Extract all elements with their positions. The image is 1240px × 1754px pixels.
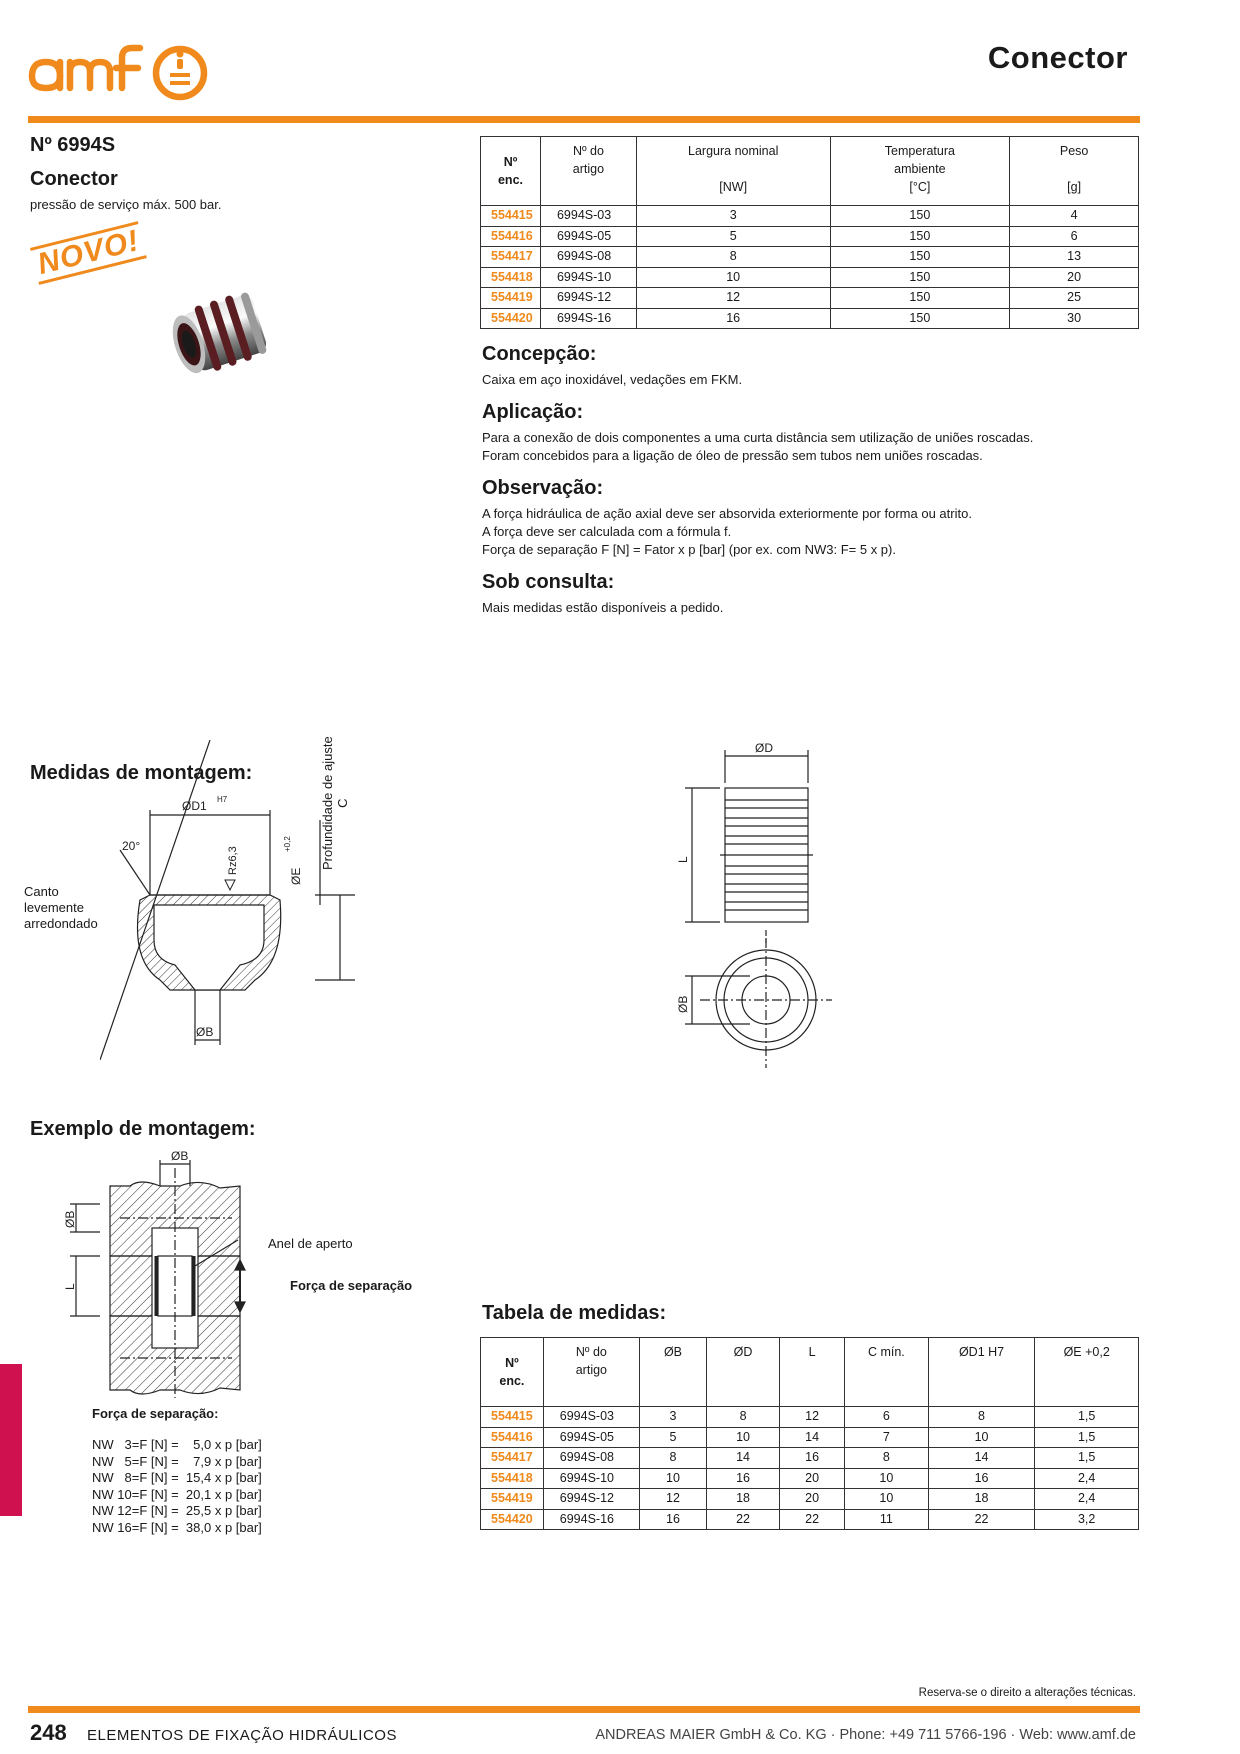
force-line: NW 3=F [N] = 5,0 x p [bar] (92, 1437, 262, 1452)
th2-c: C mín. (845, 1338, 929, 1407)
example-ring-label: Anel de aperto (268, 1236, 353, 1251)
article-cell: 6994S-08 (543, 1448, 639, 1469)
mounting-rz: Rz6,3 (227, 846, 239, 875)
value-cell: 22 (706, 1509, 779, 1530)
article-cell: 6994S-16 (543, 1509, 639, 1530)
aplicacao-line-2: Foram concebidos para a ligação de óleo de pressão sem tubos nem uniões roscadas. (482, 448, 983, 463)
order-number-cell: 554415 (481, 206, 541, 227)
concepcao-title: Concepção: (482, 343, 597, 365)
article-cell: 6994S-10 (543, 1468, 639, 1489)
article-cell: 6994S-05 (540, 226, 636, 247)
table-row (481, 226, 1139, 247)
force-line: NW 10=F [N] = 20,1 x p [bar] (92, 1486, 262, 1502)
value-cell: 13 (1010, 247, 1139, 268)
article-cell: 6994S-12 (543, 1489, 639, 1510)
observacao-line-2: A força deve ser calculada com a fórmula f. (482, 524, 732, 539)
article-cell: 6994S-03 (543, 1407, 639, 1428)
value-cell: 10 (845, 1489, 929, 1510)
th2-no: Nº (505, 1356, 519, 1370)
value-cell: 14 (706, 1448, 779, 1469)
th-no: Nº (503, 155, 518, 169)
footer-section: ELEMENTOS DE FIXAÇÃO HIDRÁULICOS (87, 1727, 397, 1744)
order-number-cell: 554417 (481, 1448, 544, 1469)
aplicacao-line-1: Para a conexão de dois componentes a uma curta distância sem utilização de uniões roscadas. (482, 430, 1034, 445)
example-b-side: ØB (63, 1210, 77, 1228)
value-cell: 10 (845, 1468, 929, 1489)
value-cell: 10 (636, 267, 830, 288)
order-number-cell: 554419 (481, 288, 541, 309)
mounting-depth-label: Profundidade de ajuste C (320, 736, 350, 870)
product-number: Nº 6994S (30, 134, 116, 156)
value-cell: 14 (780, 1427, 845, 1448)
consulta-title: Sob consulta: (482, 571, 615, 593)
part-drawing (670, 738, 860, 1088)
order-number-cell: 554415 (481, 1407, 544, 1428)
force-line: NW 12=F [N] = 25,5 x p [bar] (92, 1503, 262, 1518)
value-cell: 6 (1010, 226, 1139, 247)
article-cell: 6994S-12 (540, 288, 636, 309)
th2-d: ØD (706, 1338, 779, 1407)
part-d-label: ØD (755, 741, 773, 755)
th2-b: ØB (640, 1338, 707, 1407)
article-table (480, 136, 1139, 329)
example-l: L (63, 1283, 77, 1290)
table2-title: Tabela de medidas: (482, 1302, 667, 1324)
th-no-2: enc. (497, 173, 523, 187)
value-cell: 20 (780, 1489, 845, 1510)
table-row (481, 1448, 1139, 1469)
aplicacao-title: Aplicação: (482, 401, 584, 423)
th-peso-2: [g] (1067, 180, 1082, 194)
value-cell: 7 (845, 1427, 929, 1448)
table-row (481, 308, 1139, 329)
table-row (481, 1427, 1139, 1448)
table-row (481, 206, 1139, 227)
table-row (481, 1468, 1139, 1489)
value-cell: 3,2 (1035, 1509, 1139, 1530)
mounting-edge-label: Canto levemente arredondado (24, 884, 98, 931)
mounting-title: Medidas de montagem: (30, 762, 253, 784)
value-cell: 12 (640, 1489, 707, 1510)
value-cell: 10 (706, 1427, 779, 1448)
force-line: NW 5=F [N] = 7,9 x p [bar] (92, 1453, 262, 1469)
value-cell: 150 (830, 288, 1010, 309)
value-cell: 4 (1010, 206, 1139, 227)
value-cell: 20 (1010, 267, 1139, 288)
footer-company: ANDREAS MAIER GmbH & Co. KG · Phone: +49 711 5766-196 · Web: www.amf.de (595, 1727, 1136, 1743)
concepcao-text: Caixa em aço inoxidável, vedações em FKM. (482, 372, 743, 387)
value-cell: 8 (636, 247, 830, 268)
value-cell: 1,5 (1035, 1407, 1139, 1428)
value-cell: 5 (640, 1427, 707, 1448)
value-cell: 8 (706, 1407, 779, 1428)
order-number-cell: 554416 (481, 1427, 544, 1448)
th2-d1: ØD1 H7 (928, 1338, 1035, 1407)
order-number-cell: 554420 (481, 308, 541, 329)
th2-art-2: artigo (575, 1363, 608, 1377)
th2-l: L (780, 1338, 845, 1407)
table-row (481, 247, 1139, 268)
article-cell: 6994S-16 (540, 308, 636, 329)
table-row (481, 1407, 1139, 1428)
value-cell: 16 (636, 308, 830, 329)
order-number-cell: 554419 (481, 1489, 544, 1510)
header-rule (28, 116, 1140, 123)
value-cell: 16 (706, 1468, 779, 1489)
value-cell: 8 (640, 1448, 707, 1469)
value-cell: 10 (640, 1468, 707, 1489)
observacao-line-1: A força hidráulica de ação axial deve ser absorvida exteriormente por forma ou atrito. (482, 506, 972, 521)
footer-rule (28, 1706, 1140, 1713)
force-line: NW 8=F [N] = 15,4 x p [bar] (92, 1470, 262, 1485)
observacao-title: Observação: (482, 477, 604, 499)
value-cell: 14 (928, 1448, 1035, 1469)
th-temp-2: ambiente (894, 162, 946, 176)
th-art-2: artigo (572, 162, 605, 176)
value-cell: 12 (636, 288, 830, 309)
mounting-e-tol: +0,2 (283, 836, 292, 852)
order-number-cell: 554418 (481, 1468, 544, 1489)
article-cell: 6994S-03 (540, 206, 636, 227)
example-b-top: ØB (171, 1149, 189, 1163)
th-nw-1: Largura nominal (688, 144, 779, 158)
value-cell: 18 (928, 1489, 1035, 1510)
page-number: 248 (30, 1720, 67, 1745)
order-number-cell: 554417 (481, 247, 541, 268)
value-cell: 16 (928, 1468, 1035, 1489)
value-cell: 150 (830, 308, 1010, 329)
amf-logo (28, 40, 223, 102)
value-cell: 25 (1010, 288, 1139, 309)
mounting-angle: 20° (122, 839, 141, 853)
dimension-table (480, 1337, 1139, 1530)
force-line: NW 16=F [N] = 38,0 x p [bar] (92, 1519, 262, 1535)
table-row (481, 1509, 1139, 1530)
value-cell: 10 (928, 1427, 1035, 1448)
value-cell: 22 (780, 1509, 845, 1530)
th2-e: ØE +0,2 (1035, 1338, 1139, 1407)
value-cell: 3 (636, 206, 830, 227)
th2-no-2: enc. (499, 1374, 525, 1388)
value-cell: 12 (780, 1407, 845, 1428)
mounting-d1-label: ØD1 (182, 799, 207, 813)
value-cell: 22 (928, 1509, 1035, 1530)
table-row (481, 1489, 1139, 1510)
value-cell: 5 (636, 226, 830, 247)
mounting-b-label: ØB (196, 1025, 214, 1039)
example-title: Exemplo de montagem: (30, 1118, 256, 1140)
value-cell: 150 (830, 267, 1010, 288)
example-drawing (60, 1148, 280, 1398)
value-cell: 1,5 (1035, 1448, 1139, 1469)
th-temp-1: Temperatura (884, 144, 955, 158)
value-cell: 2,4 (1035, 1489, 1139, 1510)
value-cell: 3 (640, 1407, 707, 1428)
value-cell: 150 (830, 226, 1010, 247)
article-cell: 6994S-08 (540, 247, 636, 268)
th-peso-1: Peso (1059, 144, 1089, 158)
force-title: Força de separação: (92, 1406, 219, 1421)
product-name: Conector (30, 168, 118, 190)
order-number-cell: 554416 (481, 226, 541, 247)
part-b-label: ØB (676, 995, 690, 1013)
value-cell: 6 (845, 1407, 929, 1428)
order-number-cell: 554418 (481, 267, 541, 288)
th-art-1: Nº do (572, 144, 604, 158)
part-l-label: L (676, 856, 690, 863)
value-cell: 30 (1010, 308, 1139, 329)
product-photo (162, 290, 280, 382)
value-cell: 18 (706, 1489, 779, 1510)
page-title: Conector (987, 40, 1128, 75)
value-cell: 11 (845, 1509, 929, 1530)
table-row (481, 267, 1139, 288)
example-force-label: Força de separação (290, 1278, 413, 1293)
article-cell: 6994S-05 (543, 1427, 639, 1448)
value-cell: 16 (640, 1509, 707, 1530)
force-list (92, 1437, 262, 1536)
value-cell: 2,4 (1035, 1468, 1139, 1489)
th-nw-2: [NW] (719, 180, 748, 194)
footer-note: Reserva-se o direito a alterações técnicas. (918, 1687, 1136, 1699)
value-cell: 150 (830, 206, 1010, 227)
value-cell: 20 (780, 1468, 845, 1489)
side-tab (0, 1364, 22, 1516)
value-cell: 1,5 (1035, 1427, 1139, 1448)
observacao-line-3: Força de separação F [N] = Fator x p [bar] (por ex. com NW3: F= 5 x p). (482, 542, 896, 557)
order-number-cell: 554420 (481, 1509, 544, 1530)
value-cell: 8 (928, 1407, 1035, 1428)
article-cell: 6994S-10 (540, 267, 636, 288)
value-cell: 150 (830, 247, 1010, 268)
table-row (481, 288, 1139, 309)
mounting-e: ØE (289, 867, 303, 885)
new-badge: NOVO! (30, 221, 147, 285)
value-cell: 16 (780, 1448, 845, 1469)
product-subtitle: pressão de serviço máx. 500 bar. (30, 197, 222, 212)
th-temp-3: [°C] (909, 180, 931, 194)
mounting-d1-tol: H7 (217, 795, 228, 804)
consulta-text: Mais medidas estão disponíveis a pedido. (482, 600, 724, 615)
th2-art-1: Nº do (575, 1345, 607, 1359)
value-cell: 8 (845, 1448, 929, 1469)
